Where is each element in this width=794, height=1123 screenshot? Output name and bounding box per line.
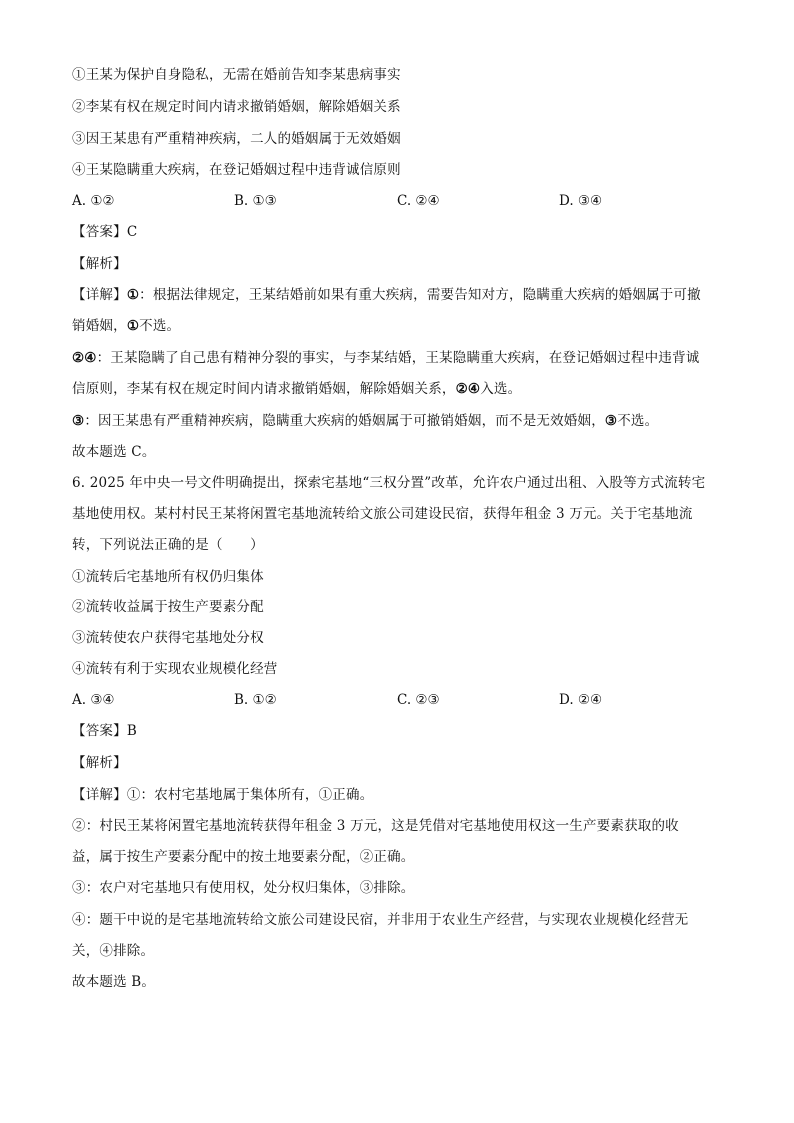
detail-text: ①：农村宅基地属于集体所有，①正确。 [126,787,374,803]
q6-stem-line-2: 基地使用权。某村村民王某将闲置宅基地流转给文旅公司建设民宿，获得年租金 3 万元。关于宅基地流 [72,506,693,522]
q5-option-c: C. ②④ [397,193,440,209]
detail-marker: ②④ [455,381,481,397]
q6-conclusion: 故本题选 B。 [72,974,156,990]
detail-text: 入选。 [480,381,522,397]
q5-detail-3 [72,411,724,431]
detail-marker: ②④ [72,350,97,366]
detail-tag: 【详解】 [72,787,127,803]
q6-stem-line-3: 转，下列说法正确的是（ ） [72,537,264,553]
q6-statement-1: ①流转后宅基地所有权仍归集体 [72,569,264,585]
q6-statement-4: ④流转有利于实现农业规模化经营 [72,661,278,677]
q5-option-d: D. ③④ [559,193,603,209]
detail-text: ：根据法律规定，王某结婚前如果有重大疾病，需要告知对方，隐瞒重大疾病的婚姻属于可撤 [139,287,701,303]
q5-detail-1 [72,285,724,305]
q5-answer [72,222,724,242]
q5-detail-1-cont [72,316,724,336]
q6-options [72,690,724,710]
detail-marker: ① [126,287,140,303]
q5-analysis-tag: 【解析】 [72,256,127,272]
q6-statement-2: ②流转收益属于按生产要素分配 [72,599,264,615]
q5-statement-3: ③因王某患有严重精神疾病，二人的婚姻属于无效婚姻 [72,131,401,147]
q5-option-b: B. ①③ [234,193,277,209]
q5-statement-2: ②李某有权在规定时间内请求撤销婚姻，解除婚姻关系 [72,99,401,115]
answer-tag: 【答案】 [72,723,127,739]
q6-detail-3: ③：农户对宅基地只有使用权，处分权归集体，③排除。 [72,880,415,896]
q5-conclusion: 故本题选 C。 [72,444,156,460]
q6-option-a: A. ③④ [72,692,115,708]
detail-marker: ① [126,318,140,334]
q6-option-d: D. ②④ [559,692,603,708]
q5-options [72,191,724,211]
detail-text: 信原则，李某有权在规定时间内请求撤销婚姻，解除婚姻关系， [72,381,456,397]
detail-text: 不选。 [139,318,181,334]
detail-text: ：王某隐瞒了自己患有精神分裂的事实，与李某结婚，王某隐瞒重大疾病，在登记婚姻过程中违背诚 [96,350,700,366]
detail-marker: ③ [72,413,85,429]
q5-detail-2 [72,348,724,368]
detail-marker: ③ [604,413,618,429]
detail-text: 销婚姻， [72,318,127,334]
q5-statement-1: ①王某为保护自身隐私，无需在婚前告知李某患病事实 [72,67,401,83]
q6-option-c: C. ②③ [397,692,440,708]
q6-detail-2-cont: 益，属于按生产要素分配中的按土地要素分配，②正确。 [72,849,415,865]
q6-detail-4-cont: 关，④排除。 [72,943,155,959]
answer-value: B [126,723,137,739]
detail-text: 不选。 [617,413,659,429]
answer-value: C [126,224,138,240]
detail-tag: 【详解】 [72,287,127,303]
q6-stem-line-1: 6. 2025 年中央一号文件明确提出，探索宅基地“三权分置”改革，允许农户通过出租、入股等方式流转宅 [72,475,706,491]
q6-analysis-tag: 【解析】 [72,755,127,771]
answer-tag: 【答案】 [72,224,127,240]
q6-detail-2: ②：村民王某将闲置宅基地流转获得年租金 3 万元，这是凭借对宅基地使用权这一生产要素获取的收 [72,818,679,834]
q6-detail-4: ④：题干中说的是宅基地流转给文旅公司建设民宿，并非用于农业生产经营，与实现农业规模化经营无 [72,912,689,928]
q6-answer [72,721,724,741]
q5-option-a: A. ①② [72,193,115,209]
q6-detail-1 [72,785,724,805]
q6-option-b: B. ①② [234,692,277,708]
q5-statement-4: ④王某隐瞒重大疾病，在登记婚姻过程中违背诚信原则 [72,162,401,178]
q6-statement-3: ③流转使农户获得宅基地处分权 [72,630,264,646]
detail-text: ：因王某患有严重精神疾病，隐瞒重大疾病的婚姻属于可撤销婚姻，而不是无效婚姻， [84,413,605,429]
q5-detail-2-cont [72,379,724,399]
